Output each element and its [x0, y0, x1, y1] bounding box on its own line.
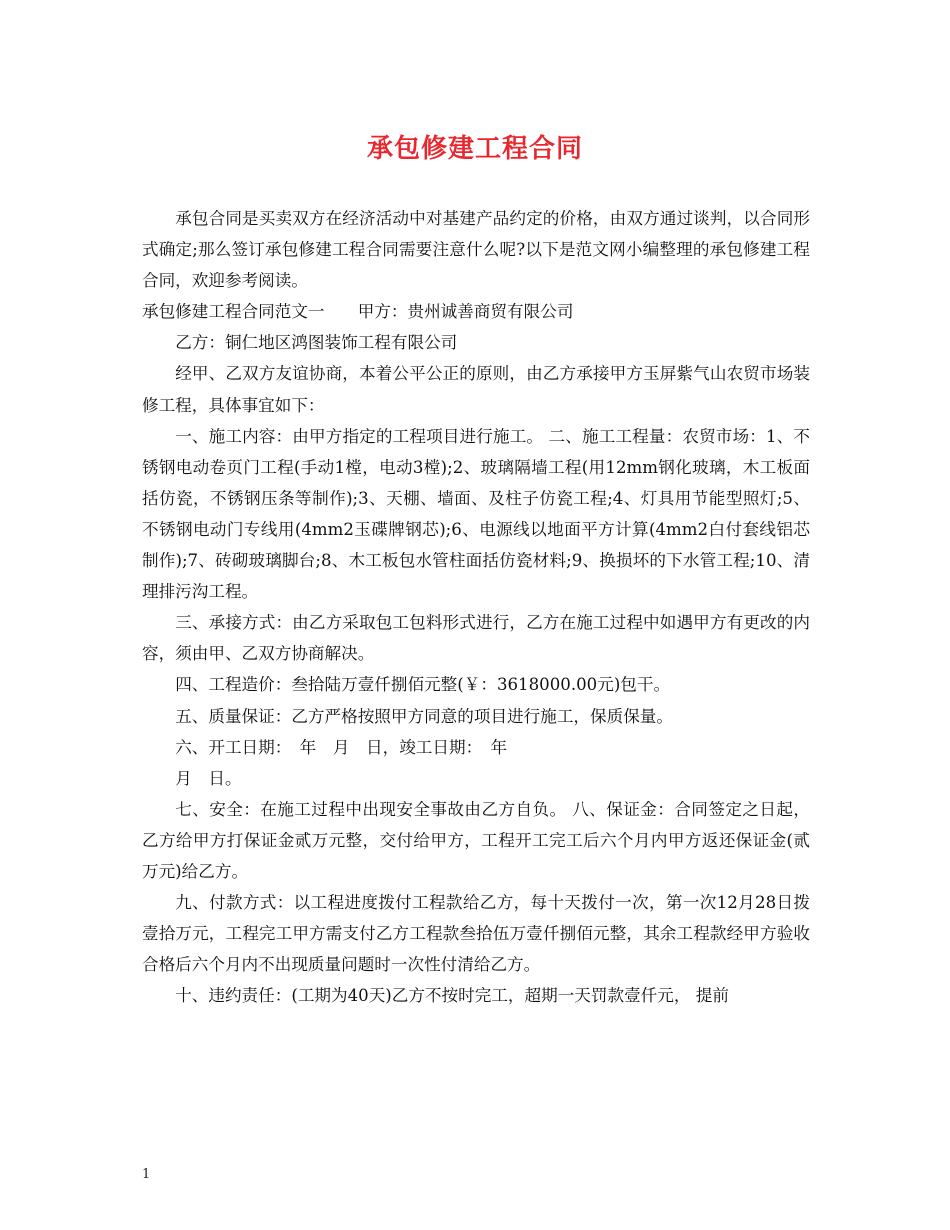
paragraph-sample-heading-party-a: 承包修建工程合同范文一 甲方：贵州诚善商贸有限公司: [142, 302, 574, 322]
paragraph-clause-9: 九、付款方式：以工程进度拨付工程款给乙方，每十天拨付一次，第一次12月28日拨壹拾万元，工程完工甲方需支付乙方工程款叁拾伍万壹仟捌佰元整，其余工程款经甲方验收合格后六个月内不出现质量问题时一次性付清给乙方。: [142, 893, 810, 975]
paragraph-intro: 承包合同是买卖双方在经济活动中对基建产品约定的价格，由双方通过谈判，以合同形式确定;那么签订承包修建工程合同需要注意什么呢?以下是范文网小编整理的承包修建工程合同，欢迎参考阅读。: [142, 209, 810, 291]
paragraph-party-b: 乙方：铜仁地区鸿图装饰工程有限公司: [175, 333, 458, 353]
document-body: [142, 203, 810, 1011]
paragraph-clause-10: 十、违约责任：(工期为40天)乙方不按时完工，超期一天罚款壹仟元， 提前: [175, 986, 729, 1006]
document-title: 承包修建工程合同: [366, 134, 583, 164]
paragraph-clause-5: 五、质量保证：乙方严格按照甲方同意的项目进行施工，保质保量。: [175, 706, 673, 726]
paragraph-clause-6-continued: 月 日。: [175, 768, 242, 788]
paragraph-clause-7-8: 七、安全：在施工过程中出现安全事故由乙方自负。 八、保证金：合同签定之日起，乙方给甲方打保证金贰万元整，交付给甲方，工程开工完工后六个月内甲方返还保证金(贰万元)给乙方。: [142, 799, 810, 881]
paragraph-clause-1-2: 一、施工内容：由甲方指定的工程项目进行施工。 二、施工工程量：农贸市场：1、不锈钢电动卷页门工程(手动1樘，电动3樘);2、玻璃隔墙工程(用12mm钢化玻璃，木工板面括仿瓷，不锈钢压条等制作);3、天棚、墙面、及柱子仿瓷工程;4、灯具用节能型照灯;5、不锈钢电动门专线用(4mm2玉碟牌钢芯);6、电源线以地面平方计算(4mm2白付套线铝芯制作);7、砖砌玻璃脚台;8、木工板包水管柱面括仿瓷材料;9、换损坏的下水管工程;10、清理排污沟工程。: [142, 426, 810, 602]
page-number: 1: [142, 1167, 151, 1182]
paragraph-clause-3: 三、承接方式：由乙方采取包工包料形式进行，乙方在施工过程中如遇甲方有更改的内容，须由甲、乙双方协商解决。: [142, 613, 810, 664]
paragraph-clause-4: 四、工程造价：叁拾陆万壹仟捌佰元整(￥：3618000.00元)包干。: [175, 675, 671, 695]
paragraph-agreement: 经甲、乙双方友谊协商，本着公平公正的原则，由乙方承接甲方玉屏紫气山农贸市场装修工程，具体事宜如下：: [142, 364, 810, 415]
paragraph-clause-6: 六、开工日期： 年 月 日，竣工日期： 年: [175, 737, 508, 757]
